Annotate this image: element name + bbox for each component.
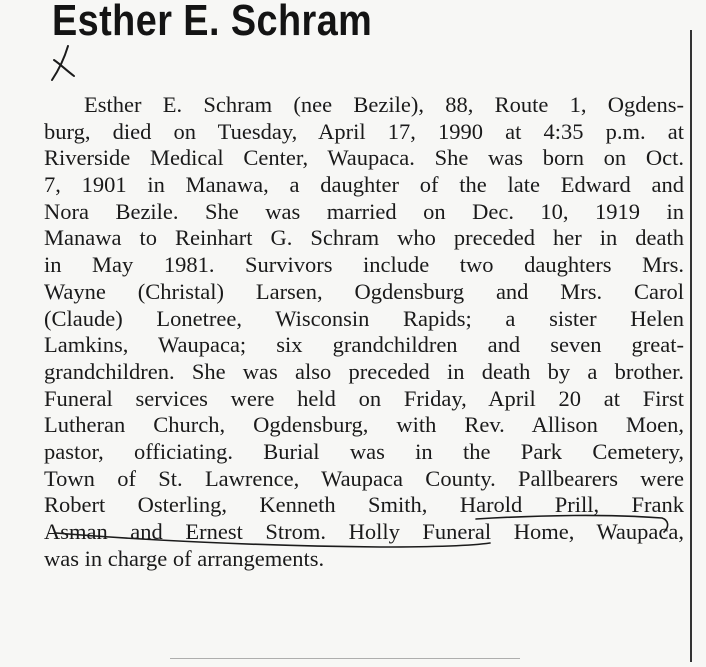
body-line: (Claude) Lonetree, Wisconsin Rapids; a sister Helen: [44, 305, 684, 331]
body-line: Riverside Medical Center, Waupaca. She was born on Oct.: [44, 145, 684, 171]
body-line: Lutheran Church, Ogdensburg, with Rev. Allison Moen,: [44, 412, 684, 438]
body-line: burg, died on Tuesday, April 17, 1990 at 4:35 p.m. at: [44, 118, 684, 144]
body-line: was in charge of arrangements.: [44, 545, 325, 571]
body-line: grandchildren. She was also preceded in death by a brother.: [44, 358, 684, 384]
body-line: Asman and Ernest Strom. Holly Funeral Home, Waupaca,: [44, 519, 684, 544]
body-line: Esther E. Schram (nee Bezile), 88, Route 1, Ogdens-: [84, 92, 684, 117]
body-line: Robert Osterling, Kenneth Smith, Harold Prill, Frank: [44, 492, 684, 518]
bottom-edge-line: [170, 658, 520, 659]
body-line: Funeral services were held on Friday, April 20 at First: [44, 385, 684, 411]
body-line: 7, 1901 in Manawa, a daughter of the late Edward and: [44, 172, 684, 198]
body-line: Wayne (Christal) Larsen, Ogdensburg and Mrs. Carol: [44, 278, 684, 304]
body-line: in May 1981. Survivors include two daughters Mrs.: [44, 252, 684, 278]
body-line: Town of St. Lawrence, Waupaca County. Pallbearers were: [44, 465, 684, 491]
body-line: Lamkins, Waupaca; six grandchildren and seven great-: [44, 332, 684, 358]
column-rule: [690, 30, 692, 662]
obituary-body: [44, 92, 684, 572]
body-line: Manawa to Reinhart G. Schram who preceded her in death: [44, 225, 684, 251]
body-line: pastor, officiating. Burial was in the Park Cemetery,: [44, 438, 684, 464]
body-line: Nora Bezile. She was married on Dec. 10, 1919 in: [44, 198, 684, 224]
handwritten-x-mark: [44, 42, 86, 84]
obituary-headline: Esther E. Schram: [52, 0, 373, 45]
